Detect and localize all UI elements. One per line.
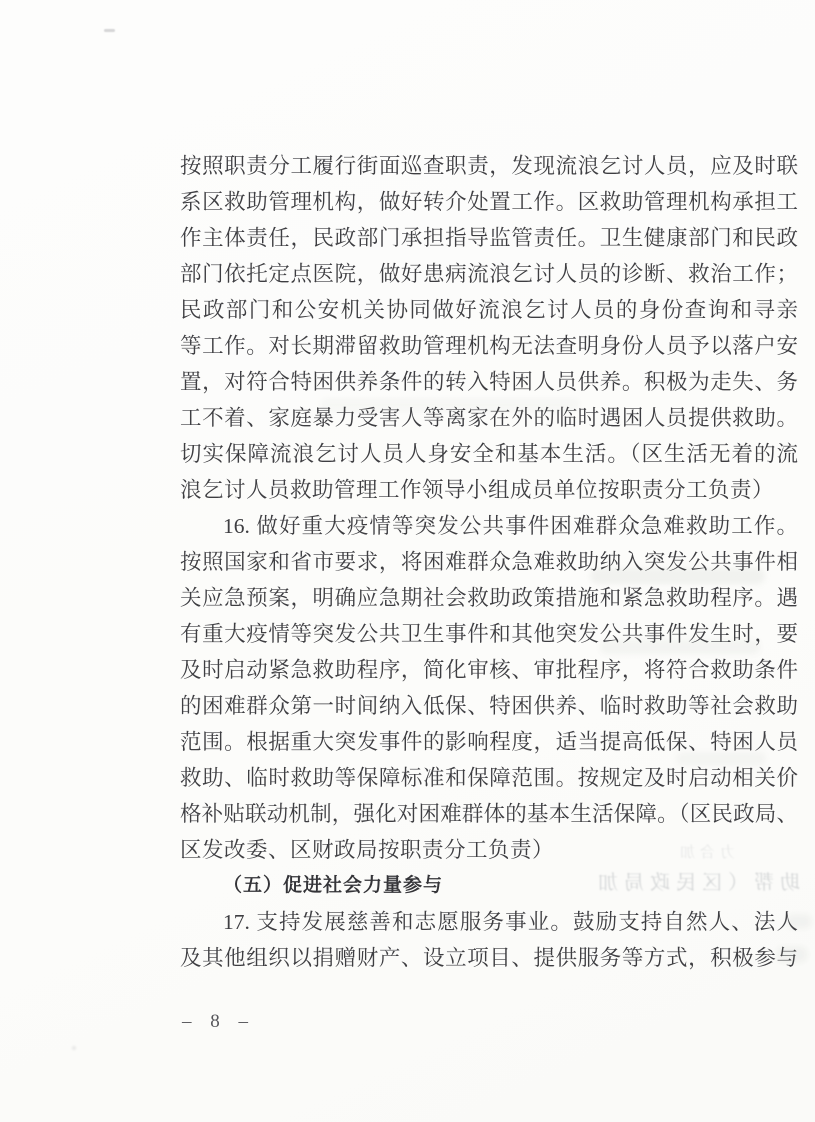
scan-speck [104, 29, 115, 32]
text-line: 有重大疫情等突发公共卫生事件和其他突发公共事件发生时，要 [180, 622, 798, 646]
text-line: 及其他组织以捐赠财产、设立项目、提供服务等方式，积极参与 [180, 946, 798, 970]
text-line: 格补贴联动机制，强化对困难群体的基本生活保障。（区民政局、 [180, 802, 798, 826]
text-line: 按照职责分工履行街面巡查职责，发现流浪乞讨人员，应及时联 [180, 154, 798, 178]
text-line: 关应急预案，明确应急期社会救助政策措施和紧急救助程序。遇 [180, 586, 798, 610]
text-line: 及时启动紧急救助程序，简化审核、审批程序，将符合救助条件 [180, 658, 798, 682]
bleed-through-text: 力合加 [674, 845, 735, 861]
text-line: 浪乞讨人员救助管理工作领导小组成员单位按职责分工负责） [180, 478, 775, 502]
text-line: 系区救助管理机构，做好转介处置工作。区救助管理机构承担工 [180, 190, 798, 214]
bleed-through-text: 助帮（区民政局加 [592, 872, 800, 894]
text-line: 范围。根据重大突发事件的影响程度，适当提高低保、特困人员 [180, 730, 798, 754]
item-16-first-line: 16. 做好重大疫情等突发公共事件困难群众急难救助工作。 [223, 514, 798, 538]
text-line: 按照国家和省市要求，将困难群众急难救助纳入突发公共事件相 [180, 550, 798, 574]
text-line: 的困难群众第一时间纳入低保、特困供养、临时救助等社会救助 [180, 694, 798, 718]
scan-speck [72, 1046, 76, 1050]
text-line: 救助、临时救助等保障标准和保障范围。按规定及时启动相关价 [180, 766, 798, 790]
text-line: 民政部门和公安机关协同做好流浪乞讨人员的身份查询和寻亲 [180, 298, 798, 322]
text-line: 作主体责任，民政部门承担指导监管责任。卫生健康部门和民政 [180, 226, 798, 250]
section-5-heading: （五）促进社会力量参与 [223, 875, 444, 896]
text-line: 部门依托定点医院，做好患病流浪乞讨人员的诊断、救治工作； [180, 262, 798, 286]
text-line: 切实保障流浪乞讨人员人身安全和基本生活。（区生活无着的流 [180, 442, 798, 466]
document-body [180, 148, 798, 976]
page-number: – 8 – [182, 1011, 255, 1032]
text-line: 等工作。对长期滞留救助管理机构无法查明身份人员予以落户安 [180, 334, 798, 358]
text-line: 区发改委、区财政局按职责分工负责） [180, 838, 555, 862]
text-line: 工不着、家庭暴力受害人等离家在外的临时遇困人员提供救助。 [180, 406, 798, 430]
text-line: 置，对符合特困供养条件的转入特困人员供养。积极为走失、务 [180, 370, 798, 394]
item-17-first-line: 17. 支持发展慈善和志愿服务事业。鼓励支持自然人、法人 [223, 910, 798, 934]
